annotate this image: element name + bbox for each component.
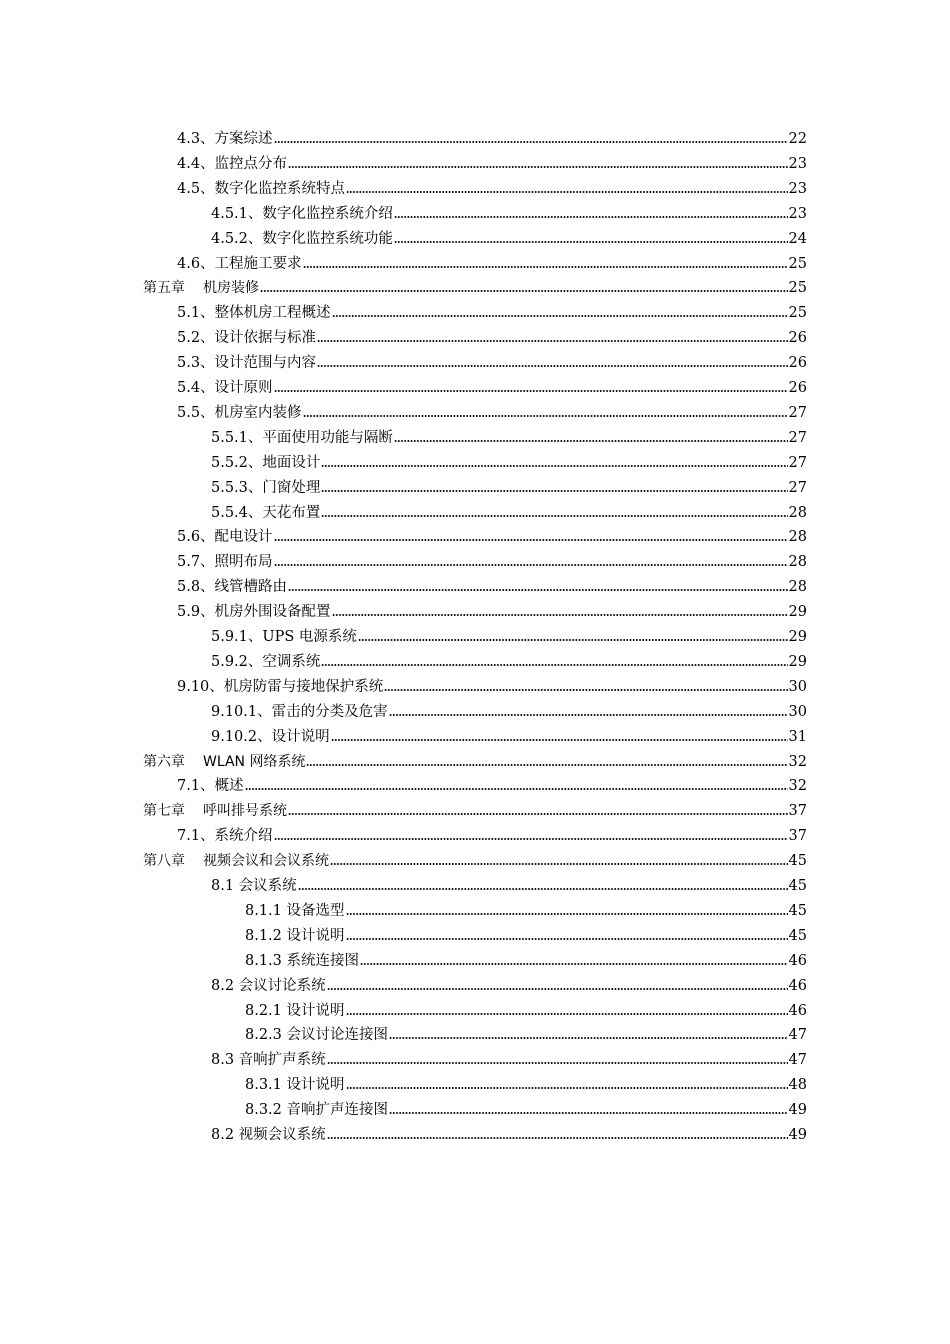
toc-page-number: 48 (788, 1077, 807, 1094)
toc-entry[interactable] (177, 822, 807, 846)
toc-entry[interactable] (211, 972, 807, 996)
toc-page-number: 28 (788, 504, 807, 521)
chapter-number: 第八章 (143, 853, 185, 870)
toc-chapter-label (143, 851, 329, 871)
toc-entry-label: 5.5.3、门窗处理 (211, 479, 321, 496)
toc-entry-label: 4.5、数字化监控系统特点 (177, 180, 346, 197)
toc-entry[interactable] (211, 499, 807, 523)
toc-entry-label: 9.10.1、雷击的分类及危害 (211, 703, 388, 720)
toc-chapter-entry[interactable] (143, 797, 807, 821)
dot-leader (306, 763, 787, 767)
toc-entry-label: 5.4、设计原则 (177, 380, 273, 396)
dot-leader (389, 1111, 788, 1115)
toc-entry[interactable] (211, 723, 807, 747)
toc-page-number: 27 (788, 429, 807, 446)
toc-entry-label: 8.1.3 系统连接图 (245, 952, 360, 969)
toc-page-number: 26 (788, 380, 807, 396)
toc-entry-label: 5.3、设计范围与内容 (177, 355, 317, 372)
toc-entry-label: 7.1、系统介绍 (177, 828, 273, 845)
toc-entry[interactable] (177, 349, 807, 373)
toc-entry[interactable] (177, 324, 807, 348)
toc-page-number: 32 (788, 753, 807, 770)
toc-page-number: 46 (788, 977, 807, 994)
toc-entry[interactable] (245, 947, 807, 971)
dot-leader (346, 912, 788, 916)
dot-leader (346, 937, 788, 941)
toc-entry-label: 5.7、照明布局 (177, 554, 273, 571)
toc-entry-label: 8.1.2 设计说明 (245, 927, 345, 944)
toc-entry[interactable] (211, 623, 807, 647)
dot-leader (389, 1036, 788, 1040)
toc-page-number: 27 (788, 404, 807, 421)
toc-page-number: 37 (788, 803, 807, 820)
dot-leader (245, 787, 788, 791)
dot-leader (274, 389, 788, 393)
dot-leader (358, 638, 788, 642)
dot-leader (303, 265, 788, 269)
toc-entry-label: 5.5.1、平面使用功能与隔断 (211, 429, 393, 446)
toc-chapter-label (143, 278, 259, 298)
dot-leader (288, 588, 787, 592)
toc-entry-label: 5.1、整体机房工程概述 (177, 305, 331, 322)
toc-page-number: 28 (788, 529, 807, 546)
toc-page-number: 28 (788, 554, 807, 571)
toc-page-number: 29 (788, 653, 807, 670)
toc-entry-label: 5.5.4、天花布置 (211, 504, 321, 521)
toc-entry-label: 4.3、方案综述 (177, 131, 273, 147)
toc-chapter-entry[interactable] (143, 274, 807, 298)
chapter-title: 呼叫排号系统 (203, 803, 287, 820)
toc-entry-label: 5.9、机房外围设备配置 (177, 604, 331, 621)
toc-entry-label: 4.4、监控点分布 (177, 155, 288, 172)
toc-entry[interactable] (177, 548, 807, 572)
toc-page-number: 26 (788, 330, 807, 347)
toc-entry[interactable] (245, 997, 807, 1021)
toc-entry[interactable] (177, 772, 807, 796)
dot-leader (288, 812, 788, 816)
toc-entry[interactable] (177, 523, 807, 547)
toc-entry[interactable] (211, 424, 807, 448)
dot-leader (274, 140, 788, 144)
toc-entry-label: 5.5、机房室内装修 (177, 404, 302, 421)
dot-leader (332, 314, 788, 318)
dot-leader (394, 215, 788, 219)
toc-page-number: 49 (788, 1102, 807, 1119)
dot-leader (331, 738, 788, 742)
toc-entry[interactable] (177, 399, 807, 423)
dot-leader (321, 489, 787, 493)
toc-page-number: 23 (788, 205, 807, 222)
toc-page-number: 30 (788, 703, 807, 720)
chapter-number: 第五章 (143, 280, 185, 297)
toc-page-number: 29 (788, 604, 807, 621)
toc-page-number: 23 (788, 180, 807, 197)
toc-entry-label: 9.10、机房防雷与接地保护系统 (177, 678, 384, 695)
dot-leader (321, 514, 787, 518)
toc-chapter-entry[interactable] (143, 847, 807, 871)
dot-leader (298, 887, 788, 891)
dot-leader (317, 339, 787, 343)
toc-entry[interactable] (177, 598, 807, 622)
toc-page-number: 49 (788, 1127, 807, 1143)
dot-leader (332, 613, 788, 617)
toc-entry-label: 8.3.2 音响扩声连接图 (245, 1102, 389, 1119)
toc-entry-label: 5.9.2、空调系统 (211, 653, 321, 670)
toc-page-number: 27 (788, 454, 807, 471)
dot-leader (274, 563, 788, 567)
dot-leader (327, 1136, 788, 1140)
toc-entry[interactable] (245, 1096, 807, 1120)
toc-page-number: 24 (788, 230, 807, 247)
toc-page-number: 46 (788, 952, 807, 969)
dot-leader (288, 165, 787, 169)
toc-page-number: 45 (788, 927, 807, 944)
toc-entry[interactable] (177, 573, 807, 597)
toc-entry-label: 5.2、设计依据与标准 (177, 330, 317, 347)
toc-entry-label: 8.1.1 设备选型 (245, 902, 345, 919)
toc-page-number: 29 (788, 629, 807, 645)
toc-entry[interactable] (211, 698, 807, 722)
toc-entry-label: 5.5.2、地面设计 (211, 454, 321, 471)
dot-leader (317, 364, 787, 368)
toc-page-number: 26 (788, 355, 807, 372)
dot-leader (330, 862, 788, 866)
toc-page-number: 32 (788, 778, 807, 795)
dot-leader (394, 439, 788, 443)
toc-entry[interactable] (177, 150, 807, 174)
dot-leader (274, 837, 788, 841)
toc-entry[interactable] (177, 673, 807, 697)
toc-page-number: 25 (788, 305, 807, 322)
dot-leader (321, 663, 787, 667)
toc-chapter-label (143, 801, 287, 821)
dot-leader (346, 190, 787, 194)
toc-entry-label: 8.3.1 设计说明 (245, 1077, 345, 1094)
dot-leader (321, 464, 787, 468)
toc-entry-label: 8.3 音响扩声系统 (211, 1052, 326, 1069)
toc-entry-label: 8.1 会议系统 (211, 878, 297, 894)
chapter-number: 第七章 (143, 803, 185, 820)
toc-entry-label: 8.2 视频会议系统 (211, 1127, 326, 1143)
dot-leader (274, 538, 788, 542)
toc-page-number: 22 (788, 131, 807, 147)
dot-leader (394, 240, 788, 244)
toc-page-number: 46 (788, 1002, 807, 1019)
toc-entry-label: 9.10.2、设计说明 (211, 728, 330, 745)
toc-entry[interactable] (211, 872, 807, 896)
toc-entry[interactable] (211, 474, 807, 498)
toc-chapter-entry[interactable] (143, 748, 807, 772)
dot-leader (303, 414, 788, 418)
dot-leader (360, 962, 788, 966)
dot-leader (389, 713, 788, 717)
chapter-title: 视频会议和会议系统 (203, 853, 329, 870)
toc-entry[interactable] (245, 897, 807, 921)
toc-entry[interactable] (177, 125, 807, 149)
toc-entry-label: 5.8、线管槽路由 (177, 579, 288, 596)
toc-entry-label: 5.9.1、UPS 电源系统 (211, 629, 357, 645)
toc-entry-label: 4.5.1、数字化监控系统介绍 (211, 205, 393, 222)
toc-page-number: 31 (788, 728, 807, 745)
toc-entry[interactable] (211, 449, 807, 473)
toc-page-number: 25 (788, 280, 807, 297)
dot-leader (346, 1086, 788, 1090)
dot-leader (327, 987, 788, 991)
toc-chapter-label (143, 752, 305, 772)
toc-entry-label: 4.6、工程施工要求 (177, 255, 302, 272)
toc-entry-label: 8.2.3 会议讨论连接图 (245, 1027, 389, 1044)
toc-entry[interactable] (211, 1121, 807, 1145)
toc-page-number: 23 (788, 155, 807, 172)
toc-entry-label: 8.2.1 设计说明 (245, 1002, 345, 1019)
toc-entry-label: 8.2 会议讨论系统 (211, 977, 326, 994)
toc-entry[interactable] (211, 1046, 807, 1070)
toc-page-number: 45 (788, 878, 807, 894)
dot-leader (327, 1061, 788, 1065)
toc-page-number: 37 (788, 828, 807, 845)
dot-leader (260, 289, 788, 293)
toc-entry[interactable] (177, 175, 807, 199)
toc-entry[interactable] (211, 200, 807, 224)
toc-entry[interactable] (211, 648, 807, 672)
toc-page-number: 30 (788, 678, 807, 695)
toc-entry[interactable] (177, 299, 807, 323)
chapter-number: 第六章 (143, 753, 185, 770)
toc-entry[interactable] (211, 225, 807, 249)
dot-leader (384, 688, 787, 692)
toc-page-number: 47 (788, 1027, 807, 1044)
toc-page-number: 45 (788, 902, 807, 919)
toc-page-number: 28 (788, 579, 807, 596)
dot-leader (346, 1012, 788, 1016)
toc-entry-label: 4.5.2、数字化监控系统功能 (211, 230, 393, 247)
toc-page-number: 47 (788, 1052, 807, 1069)
chapter-title: WLAN 网络系统 (203, 753, 306, 770)
toc-entry-label: 7.1、概述 (177, 778, 244, 795)
toc-page-number: 27 (788, 479, 807, 496)
toc-entry[interactable] (245, 1071, 807, 1095)
toc-page-number: 25 (788, 255, 807, 272)
toc-entry-label: 5.6、配电设计 (177, 529, 273, 546)
toc-entry[interactable] (245, 922, 807, 946)
toc-page-number: 45 (788, 853, 807, 870)
toc-entry[interactable] (177, 250, 807, 274)
chapter-title: 机房装修 (203, 280, 259, 297)
toc-entry[interactable] (245, 1021, 807, 1045)
toc-entry[interactable] (177, 374, 807, 398)
